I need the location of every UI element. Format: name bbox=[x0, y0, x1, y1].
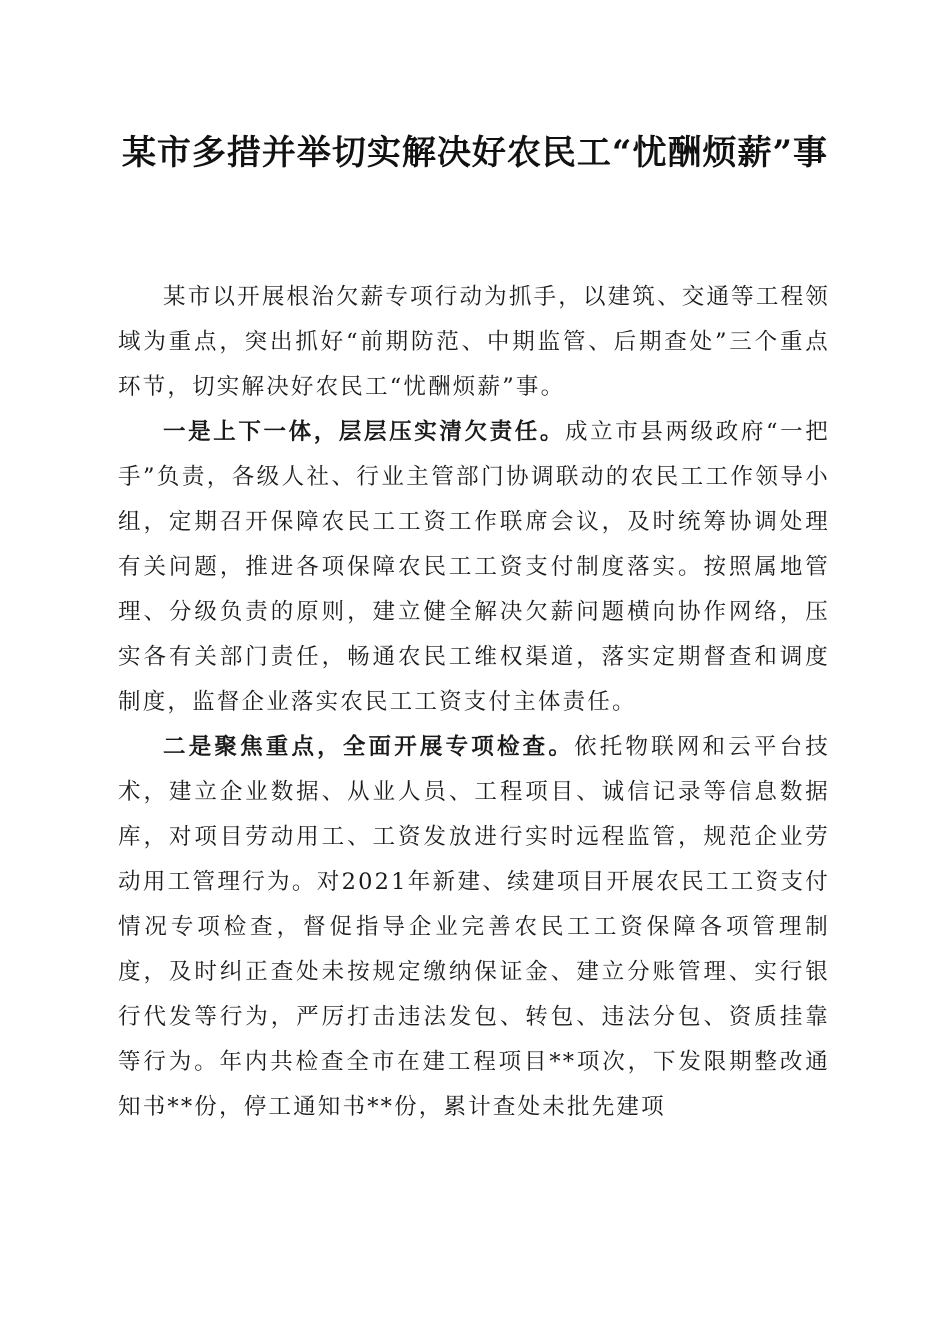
paragraph-lead: 一是上下一体，层层压实清欠责任。 bbox=[163, 419, 566, 445]
paragraph-intro bbox=[118, 275, 830, 410]
paragraph-point-two bbox=[118, 725, 830, 1130]
document-title: 某市多措并举切实解决好农民工“忧酬烦薪”事 bbox=[121, 133, 829, 173]
paragraph-text: 某市以开展根治欠薪专项行动为抓手，以建筑、交通等工程领域为重点，突出抓好“前期防范、中期监管、后期查处”三个重点环节，切实解决好农民工“忧酬烦薪”事。 bbox=[118, 284, 830, 400]
paragraph-lead: 二是聚焦重点，全面开展专项检查。 bbox=[163, 734, 575, 760]
paragraph-text: 依托物联网和云平台技术，建立企业数据、从业人员、工程项目、诚信记录等信息数据库，对项目劳动用工、工资发放进行实时远程监管，规范企业劳动用工管理行为。对2021年新建、续建项目开展农民工工资支付情况专项检查，督促指导企业完善农民工工资保障各项管理制度，及时纠正查处未按规定缴纳保证金、建立分账管理、实行银行代发等行为，严厉打击违法发包、转包、违法分包、资质挂靠等行为。年内共检查全市在建工程项目**项次，下发限期整改通知书**份，停工通知书**份，累计查处未批先建项 bbox=[118, 734, 830, 1120]
document-body bbox=[118, 275, 830, 1130]
paragraph-text: 成立市县两级政府“一把手”负责，各级人社、行业主管部门协调联动的农民工工作领导小组，定期召开保障农民工工资工作联席会议，及时统筹协调处理有关问题，推进各项保障农民工工资支付制度落实。按照属地管理、分级负责的原则，建立健全解决欠薪问题横向协作网络，压实各有关部门责任，畅通农民工维权渠道，落实定期督查和调度制度，监督企业落实农民工工资支付主体责任。 bbox=[118, 419, 831, 715]
paragraph-point-one bbox=[118, 410, 830, 725]
